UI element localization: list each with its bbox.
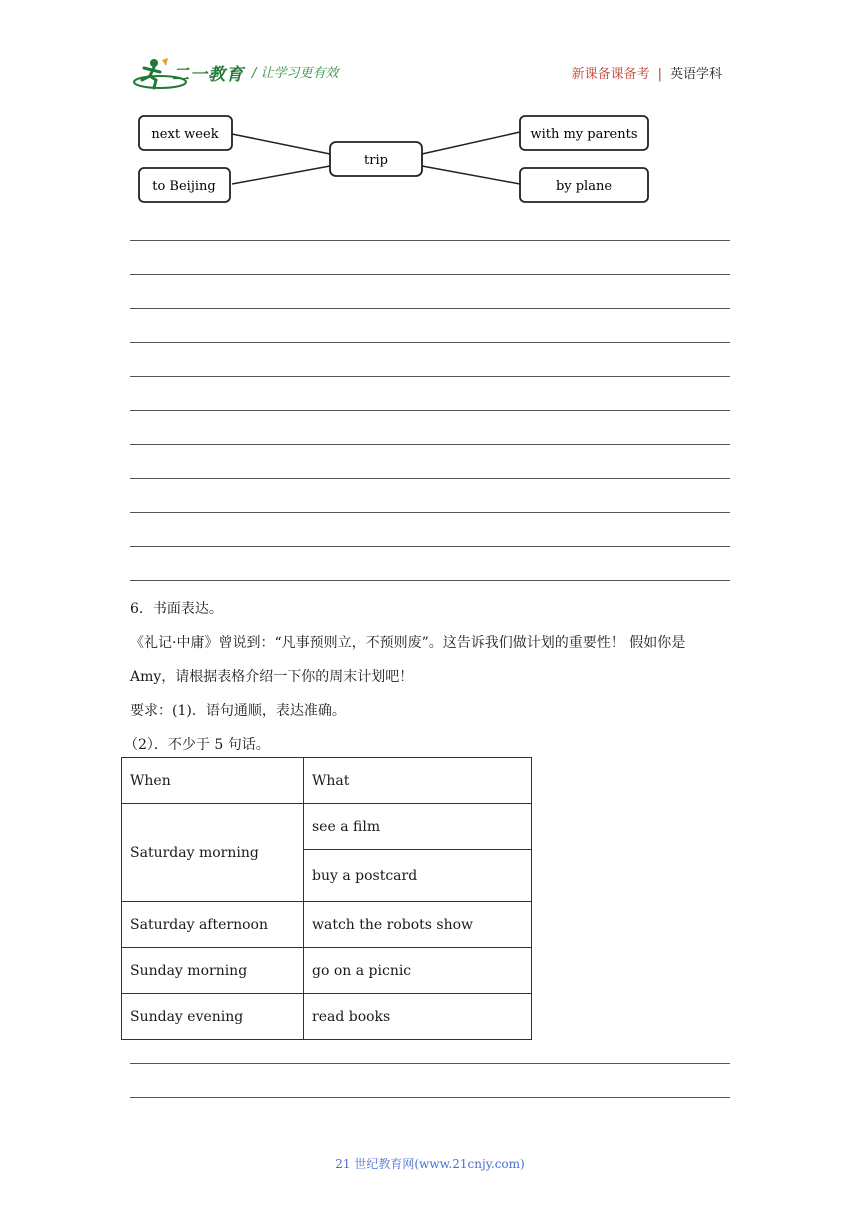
table-row [122, 994, 532, 1040]
question-6-requirement-2: （2）．不少于 5 句话。 [124, 737, 270, 753]
mind-map-node-with-my-parents [520, 116, 648, 150]
table-cell-when: Sunday morning [122, 948, 304, 994]
page-footer: 21 世纪教育网(www.21cnjy.com) [335, 1157, 525, 1171]
answer-line[interactable] [130, 512, 730, 513]
table-cell-when: Sunday evening [122, 994, 304, 1040]
table-cell-what: go on a picnic [304, 948, 532, 994]
connector-line [232, 134, 330, 154]
table-cell-when: Saturday morning [122, 804, 304, 902]
answer-line[interactable] [130, 410, 730, 411]
answer-line[interactable] [130, 546, 730, 547]
answer-line[interactable] [130, 274, 730, 275]
svg-text:with my parents: with my parents [530, 127, 638, 142]
connector-line [232, 166, 330, 184]
connector-line [422, 166, 520, 184]
question-6-prompt-line-2: Amy，请根据表格介绍一下你的周末计划吧！ [130, 669, 414, 685]
table-cell-what: see a film [304, 804, 532, 850]
page-header [0, 0, 860, 100]
mind-map-node-by-plane [520, 168, 648, 202]
answer-line[interactable] [130, 580, 730, 581]
table-row [122, 804, 532, 850]
table-header-what: What [304, 758, 532, 804]
answer-line[interactable] [130, 444, 730, 445]
answer-line[interactable] [130, 478, 730, 479]
logo-text: 二一教育 [172, 65, 244, 85]
question-6-title: 6．书面表达。 [130, 601, 223, 617]
mind-map-node-trip [330, 142, 422, 176]
answer-line[interactable] [130, 1063, 730, 1064]
answer-line[interactable] [130, 308, 730, 309]
table-row [122, 902, 532, 948]
weekend-plan-table [121, 757, 532, 1040]
answer-line[interactable] [130, 376, 730, 377]
svg-text:trip: trip [364, 153, 388, 168]
question-6-prompt-line-1: 《礼记·中庸》曾说到：“凡事预则立，不预则废”。这告诉我们做计划的重要性！ 假如你是 [130, 635, 686, 651]
connector-line [422, 132, 520, 154]
answer-line[interactable] [130, 240, 730, 241]
answer-line[interactable] [130, 342, 730, 343]
svg-text:to Beijing: to Beijing [152, 179, 216, 194]
mind-map-node-next-week [139, 116, 232, 150]
mind-map-node-to-beijing [139, 168, 230, 202]
table-header-row [122, 758, 532, 804]
header-slogan: / 让学习更有效 [252, 66, 339, 81]
table-row [122, 948, 532, 994]
table-cell-what: read books [304, 994, 532, 1040]
table-cell-what: watch the robots show [304, 902, 532, 948]
header-course-label: 新课备课备考 [571, 67, 650, 82]
header-separator: | [657, 67, 662, 82]
question-6-requirement-1: 要求：(1)．语句通顺，表达准确。 [130, 703, 346, 719]
svg-text:next week: next week [151, 127, 219, 142]
mind-map [130, 110, 660, 210]
header-right [572, 63, 722, 82]
table-cell-what: buy a postcard [304, 850, 532, 902]
header-subject-label: 英语学科 [669, 67, 722, 82]
table-cell-when: Saturday afternoon [122, 902, 304, 948]
answer-line[interactable] [130, 1097, 730, 1098]
svg-text:by plane: by plane [555, 179, 613, 194]
table-header-when: When [122, 758, 304, 804]
